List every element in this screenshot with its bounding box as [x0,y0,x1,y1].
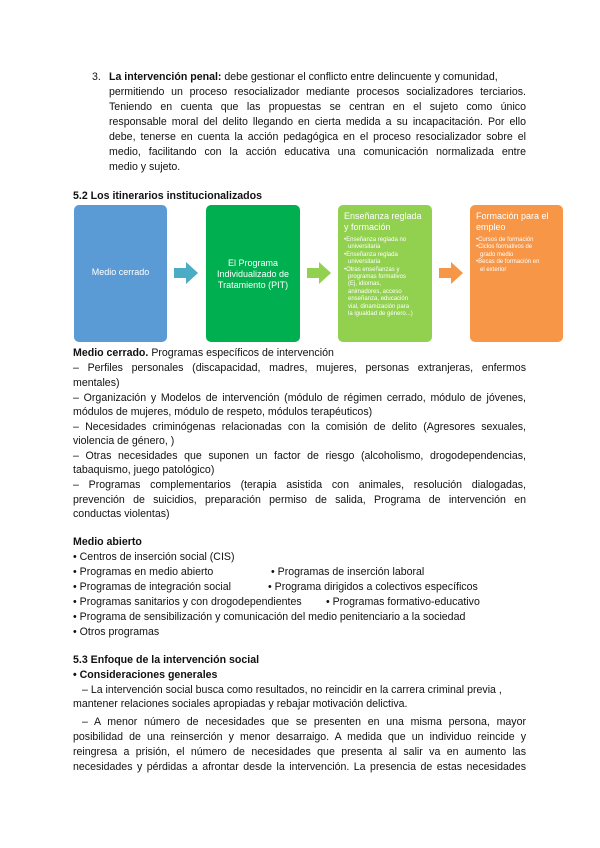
medio-cerrado-line: – Otras necesidades que suponen un factor de riesgo (alcoholismo, drogodependencias, [73,450,526,462]
section-3-line-1-rest: debe gestionar el conflicto entre delincuente y comunidad, [224,71,498,83]
medio-cerrado-line: – Organización y Modelos de intervención (módulo de régimen cerrado, módulo de jóvenes, [73,392,526,404]
medio-abierto-item: • Programa de sensibilización y comunicación del medio penitenciario a la sociedad [73,611,466,623]
box-ensenanza-item: vial, dinamización para [348,303,410,310]
box-ensenanza-title-line: Enseñanza reglada [344,211,422,221]
medio-cerrado-title: Medio cerrado. [73,347,149,359]
box-ensenanza [338,205,432,342]
section-3-line: permitiendo un proceso resocializador mediante procesos socializadores terciarios. [109,86,526,98]
enfoque-line: reingresa a prisión, el número de necesidades que presenta al salir va en aumento las [73,746,526,758]
medio-abierto-item: • Programas formativo-educativo [326,596,480,608]
box-formacion-empleo [470,205,563,342]
medio-abierto-item: • Centros de inserción social (CIS) [73,551,235,563]
box-ensenanza-item: •Enseñanza reglada no [344,237,407,243]
box-formacion-title-line: Formación para el [476,211,549,221]
box-formacion-item: •Ciclos formativos de [476,244,533,251]
box-medio-cerrado-title: Medio cerrado [91,267,150,277]
box-ensenanza-item: animadores, acceso [348,288,402,295]
box-formacion-item: •Cursos de formación [476,237,534,243]
enfoque-line: necesidades y pérdidas a afrontar desde la intervención. La presencia de estas necesidades [73,761,526,773]
medio-cerrado-title-line [73,347,334,360]
enfoque-line: – A menor número de necesidades que se presenten en una misma persona, mayor [82,716,526,728]
box-ensenanza-item: programas formativos [348,274,407,281]
medio-cerrado-line: módulos de mujeres, módulo de respeto, módulos terapéuticos) [73,406,373,418]
box-formacion-item: el exterior [480,266,507,273]
section-3-line: medio y sujeto. [109,161,181,173]
box-ensenanza-item: universitaria [348,244,381,251]
section-3-lead: La intervención penal: [109,71,222,83]
box-ensenanza-title-line: y formación [344,222,391,232]
medio-cerrado-line: – Perfiles personales (discapacidad, madres, mujeres, personas extranjeras, enfermos [73,362,526,374]
medio-abierto-item: • Programa dirigidos a colectivos específicos [268,581,478,593]
box-ensenanza-item: enseñanza, educación [348,296,409,303]
medio-abierto-item: • Programas de inserción laboral [271,566,425,578]
medio-abierto-item: • Programas de integración social [73,581,231,593]
medio-cerrado-line: mentales) [73,377,120,389]
section-3-line: debe, tenerse en cuenta la acción pedagógica en el proceso resocializador sobre el [109,131,526,143]
medio-cerrado-line: – Necesidades criminógenas relacionadas con la comisión de delito (Agresores sexuales, [73,421,526,433]
section-3-line: Teniendo en cuenta que las propuestas se centran en el sujeto como único [109,101,526,113]
medio-cerrado-line: – Programas complementarios (terapia asistida con animales, resolución dialogadas, [73,479,526,491]
arrow-right-icon [307,262,331,284]
medio-abierto-title: Medio abierto [73,536,142,548]
box-pit-title-line: Individualizado de [216,269,290,279]
section-3-line: responsable moral del delito llegando en cierta medida a su incapacitación. Por ello [109,116,526,128]
section-3-line: medio, facilitando con la acción educativa una comunicación normalizada entre [109,146,526,158]
box-ensenanza-item: •Enseñanza reglada [344,251,398,258]
enfoque-subheading: • Consideraciones generales [73,669,218,681]
itinerarios-heading: 5.2 Los itinerarios institucionalizados [73,190,262,202]
box-medio-cerrado [74,205,167,342]
enfoque-line: posibilidad de una reinserción y menor desarraigo. A medida que un individuo reincide y [73,731,526,743]
box-formacion-item: grado medio [480,251,514,258]
arrow-right-icon [439,262,463,284]
medio-cerrado-line: tabaquismo, juego patológico) [73,464,215,476]
box-pit-title-line: Tratamiento (PIT) [217,280,289,290]
box-pit-title-line: El Programa [227,258,279,268]
medio-abierto-item: • Programas en medio abierto [73,566,214,578]
enfoque-line: mantener relaciones sociales apropiadas y rebajar motivación delictiva. [73,698,408,710]
medio-abierto-item: • Otros programas [73,626,160,638]
box-ensenanza-item: la igualdad de género...) [348,311,413,318]
box-pit [206,205,300,342]
box-ensenanza-item: (Ej, idiomas, [348,281,382,288]
box-ensenanza-item: •Otras enseñanzas y [344,266,400,273]
enfoque-heading: 5.3 Enfoque de la intervención social [73,654,260,666]
medio-cerrado-line: violencia de género, ) [73,435,175,447]
medio-cerrado-title-rest: Programas específicos de intervención [151,347,334,359]
section-3-line-1 [109,71,526,84]
medio-cerrado-line: conductas violentas) [73,508,170,520]
arrow-right-icon [174,262,198,284]
medio-abierto-item: • Programas sanitarios y con drogodependientes [73,596,302,608]
medio-cerrado-line: prevención de suicidios, preparación permiso de salida, Programa de intervención en [73,494,526,506]
enfoque-line: – La intervención social busca como resultados, no reincidir en la carrera criminal previa , [82,684,502,696]
box-formacion-title-line: empleo [476,222,506,232]
box-ensenanza-item: universitaria [348,259,381,266]
box-formacion-item: •Becas de formación en [476,259,540,266]
list-number: 3. [92,71,101,83]
